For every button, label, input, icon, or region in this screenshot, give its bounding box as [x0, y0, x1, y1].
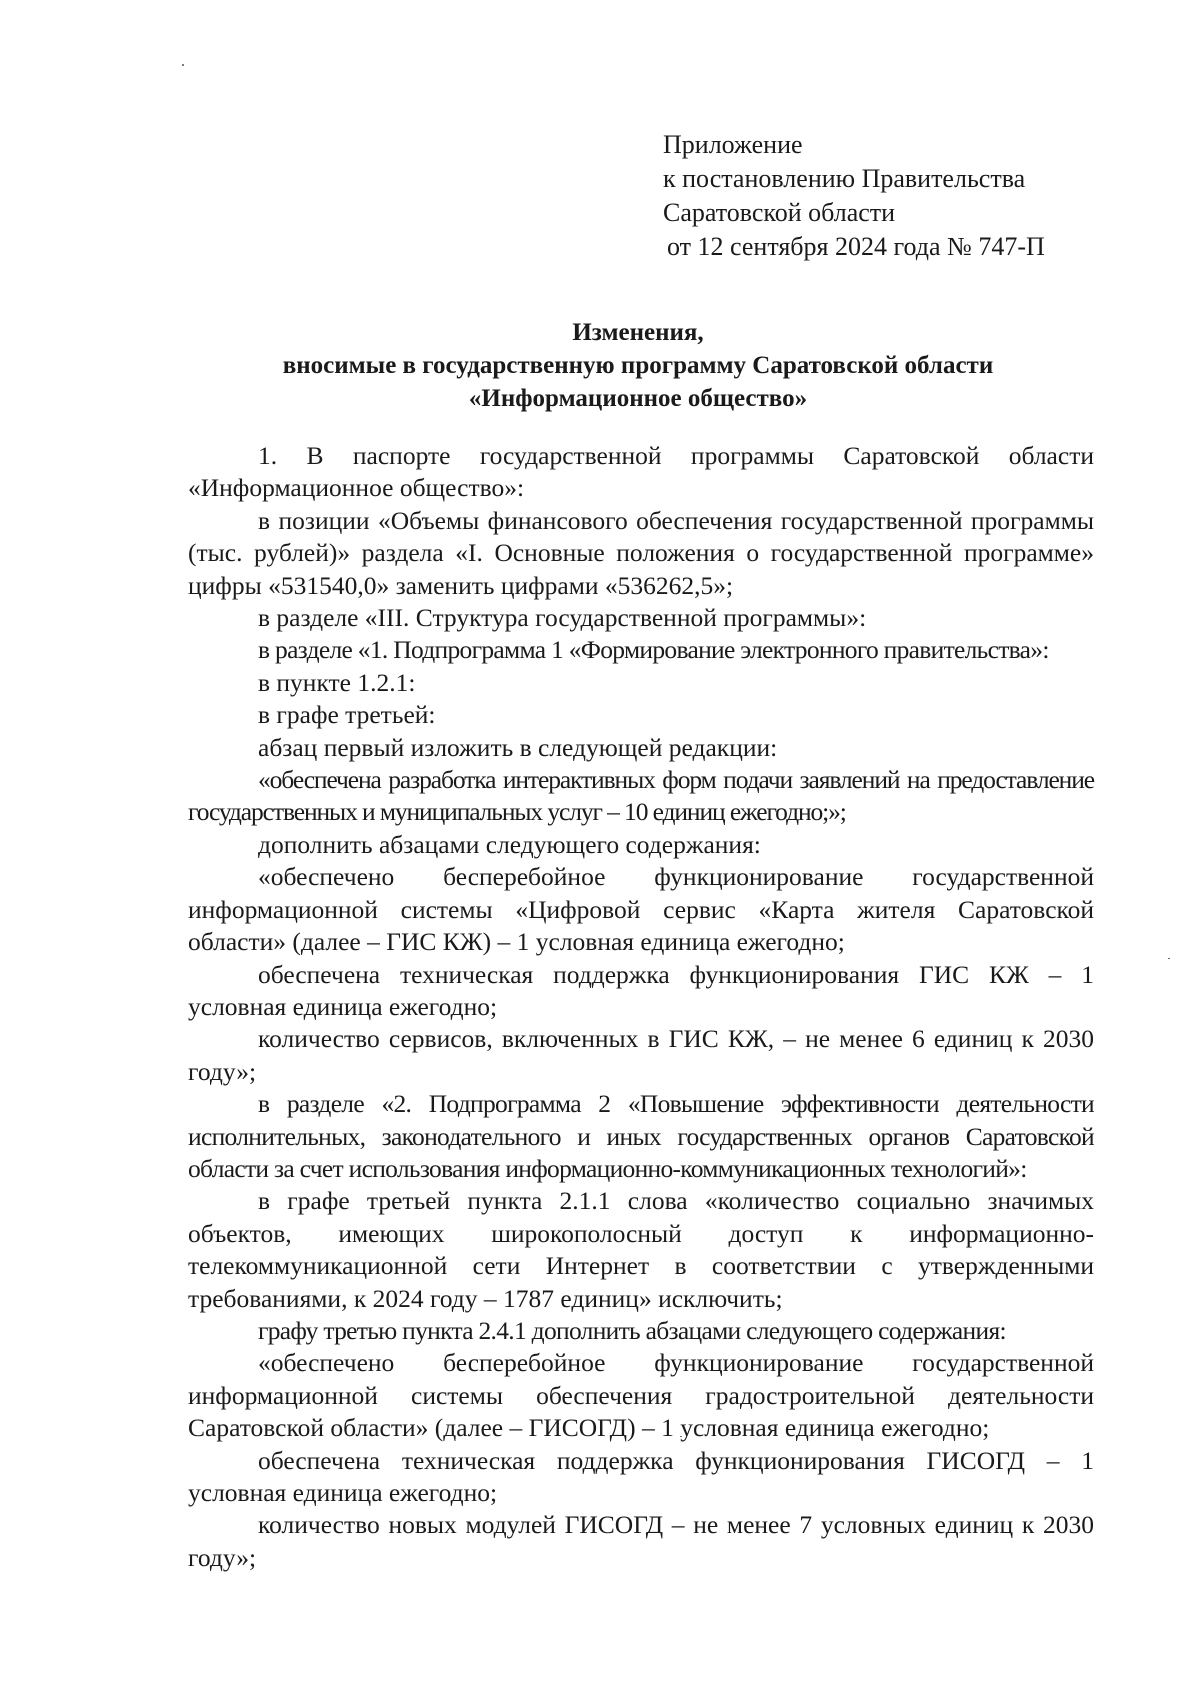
body-paragraph: в графе третьей пункта 2.1.1 слова «количество социально значимых объектов, имеющих широкополосный доступ к информационно-телекоммуникационной сети Интернет в соответствии с утвержденными требованиями, к 2024 году – 1787 единиц» исключить; — [188, 1186, 1094, 1313]
title-line: вносимые в государственную программу Саратовской области — [282, 352, 994, 379]
body-paragraph: дополнить абзацами следующего содержания: — [258, 829, 761, 859]
appendix-region: Саратовской области — [663, 198, 896, 227]
scan-speck — [1168, 958, 1170, 959]
body-paragraph: абзац первый изложить в следующей редакции: — [258, 732, 778, 762]
body-paragraph: количество новых модулей ГИСОГД – не менее 7 условных единиц к 2030 году»; — [188, 1510, 1094, 1572]
document-body — [188, 440, 1094, 1574]
body-paragraph: в позиции «Объемы финансового обеспечения государственной программы (тыс. рублей)» раздела «I. Основные положения о государственной программе» цифры «531540,0» заменить цифрами «536262,5»; — [188, 505, 1094, 600]
appendix-date-number: от 12 сентября 2024 года № 747-П — [667, 232, 1045, 261]
title-line: Изменения, — [572, 319, 704, 346]
appendix-resolution-ref: к постановлению Правительства — [663, 164, 1026, 193]
body-paragraph: в графе третьей: — [258, 700, 436, 730]
body-paragraph: «обеспечено бесперебойное функционирование государственной информационной системы «Цифровой сервис «Карта жителя Саратовской области» (далее – ГИС КЖ) – 1 условная единица ежегодно; — [188, 862, 1094, 957]
body-paragraph: обеспечена техническая поддержка функционирования ГИС КЖ – 1 условная единица ежегодно; — [188, 959, 1094, 1021]
body-paragraph: в разделе «2. Подпрограмма 2 «Повышение эффективности деятельности исполнительных, законодательного и иных государственных органов Саратовской области за счет использования информационно-коммуникационных технологий»: — [188, 1089, 1094, 1183]
scan-speck — [182, 64, 184, 66]
title-line: «Информационное общество» — [468, 385, 808, 412]
body-paragraph: в разделе «1. Подпрограмма 1 «Формирование электронного правительства»: — [258, 635, 1049, 665]
body-paragraph: в пункте 1.2.1: — [258, 667, 416, 697]
body-paragraph: количество сервисов, включенных в ГИС КЖ, – не менее 6 единиц к 2030 году»; — [188, 1024, 1094, 1086]
body-paragraph: «обеспечена разработка интерактивных форм подачи заявлений на предоставление государственных и муниципальных услуг – 10 единиц ежегодно;»; — [188, 765, 1094, 827]
body-paragraph: 1. В паспорте государственной программы Саратовской области «Информационное общество»: — [188, 441, 1094, 503]
body-paragraph: «обеспечено бесперебойное функционирование государственной информационной системы обеспечения градостроительной деятельности Саратовской области» (далее – ГИСОГД) – 1 условная единица ежегодно; — [188, 1348, 1094, 1443]
appendix-label: Приложение — [663, 130, 803, 159]
body-paragraph: в разделе «III. Структура государственной программы»: — [258, 603, 867, 633]
appendix-header — [663, 128, 1045, 264]
document-title — [180, 316, 1096, 415]
body-paragraph: обеспечена техническая поддержка функционирования ГИСОГД – 1 условная единица ежегодно; — [188, 1445, 1094, 1507]
body-paragraph: графу третью пункта 2.4.1 дополнить абзацами следующего содержания: — [258, 1315, 1006, 1345]
